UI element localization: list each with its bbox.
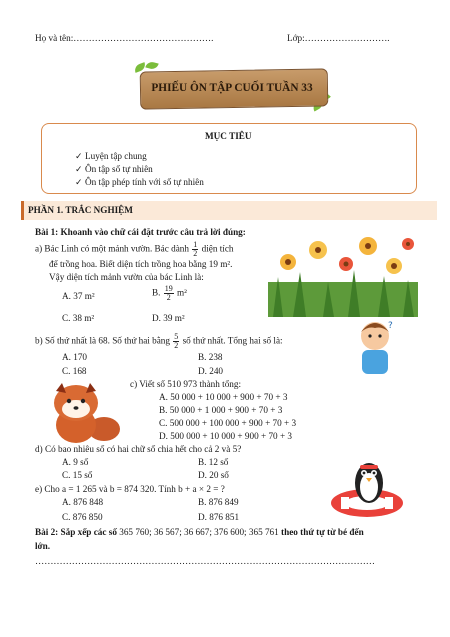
question-a-line1: a) Bác Linh có một mảnh vườn. Bác dành $\frac{1}{2}$ diện tích [35, 240, 234, 258]
goal-item: ✓ Ôn tập số tự nhiên [75, 164, 153, 174]
option-c-A[interactable]: A. 50 000 + 10 000 + 900 + 70 + 3 [159, 392, 288, 402]
option-c-C[interactable]: C. 500 000 + 100 000 + 900 + 70 + 3 [159, 418, 297, 428]
red-panda-illustration [46, 381, 124, 445]
question-d-line: d) Có bao nhiêu số có hai chữ số chia hết cho cả 2 và 5? [35, 444, 242, 454]
checkmark-icon: ✓ [75, 164, 85, 174]
svg-text:?: ? [388, 321, 393, 331]
option-c-D[interactable]: D. 500 000 + 10 000 + 900 + 70 + 3 [159, 431, 293, 441]
name-field-label: Họ và tên:………………………………………. [35, 33, 214, 43]
flower-garden-illustration [268, 232, 418, 317]
class-field-label: Lớp:………………………. [287, 33, 390, 43]
goal-item: ✓ Ôn tập phép tính với số tự nhiên [75, 177, 204, 187]
goal-item: ✓ Luyện tập chung [75, 151, 147, 161]
checkmark-icon: ✓ [75, 177, 85, 187]
thinking-boy-illustration [352, 318, 398, 376]
option-a-D[interactable]: D. 39 m² [152, 313, 185, 323]
question-e-line: e) Cho a = 1 265 và b = 874 320. Tính b + a × 2 = ? [35, 484, 225, 494]
question-b-line: b) Số thứ nhất là 68. Số thứ hai bằng $\frac{5}{2}$ số thứ nhất. Tổng hai số là: [35, 332, 283, 350]
option-b-A[interactable]: A. 170 [62, 352, 88, 362]
question-c-line: c) Viết số 510 973 thành tổng: [130, 379, 242, 389]
penguin-swim-ring-illustration [327, 455, 409, 523]
fraction: $\frac{19}{2}$ [164, 284, 173, 302]
goals-title: MỤC TIÊU [205, 131, 252, 141]
option-d-B[interactable]: B. 12 số [198, 457, 229, 467]
title-banner [132, 62, 332, 114]
option-b-B[interactable]: B. 238 [198, 352, 223, 362]
option-e-B[interactable]: B. 876 849 [198, 497, 239, 507]
checkmark-icon: ✓ [75, 151, 85, 161]
worksheet-title: PHIẾU ÔN TẬP CUỐI TUẦN 33 [151, 82, 313, 94]
option-e-C[interactable]: C. 876 850 [62, 512, 103, 522]
option-e-D[interactable]: D. 876 851 [198, 512, 240, 522]
option-a-A[interactable]: A. 37 m² [62, 291, 95, 301]
exercise-1-title: Bài 1: Khoanh vào chữ cái đặt trước câu trả lời đúng: [35, 227, 246, 237]
question-a-line3: Vậy diện tích mảnh vườn của bác Linh là: [49, 272, 204, 282]
option-c-B[interactable]: B. 50 000 + 1 000 + 900 + 70 + 3 [159, 405, 283, 415]
option-e-A[interactable]: A. 876 848 [62, 497, 104, 507]
fraction: $\frac{1}{2}$ [193, 240, 198, 258]
answer-dotted-line[interactable]: ………………………………………………………………………………………………… [35, 556, 375, 566]
option-a-B[interactable]: B. $\frac{19}{2}$ m² [152, 284, 187, 302]
option-a-C[interactable]: C. 38 m² [62, 313, 95, 323]
option-d-C[interactable]: C. 15 số [62, 470, 93, 480]
exercise-2-line2: lớn. [35, 541, 51, 551]
section-title: PHẦN 1. TRẮC NGHIỆM [28, 205, 133, 215]
fraction: $\frac{5}{2}$ [174, 332, 179, 350]
option-d-D[interactable]: D. 20 số [198, 470, 229, 480]
leaf-icon [145, 61, 158, 71]
option-b-C[interactable]: C. 168 [62, 366, 87, 376]
option-d-A[interactable]: A. 9 số [62, 457, 89, 467]
option-b-D[interactable]: D. 240 [198, 366, 224, 376]
question-a-line2: để trồng hoa. Biết diện tích trồng hoa bằng 19 m². [49, 259, 233, 269]
exercise-2-line1: Bài 2: Sắp xếp các số 365 760; 36 567; 36 667; 376 600; 365 761 theo thứ tự từ bé đến [35, 527, 364, 537]
